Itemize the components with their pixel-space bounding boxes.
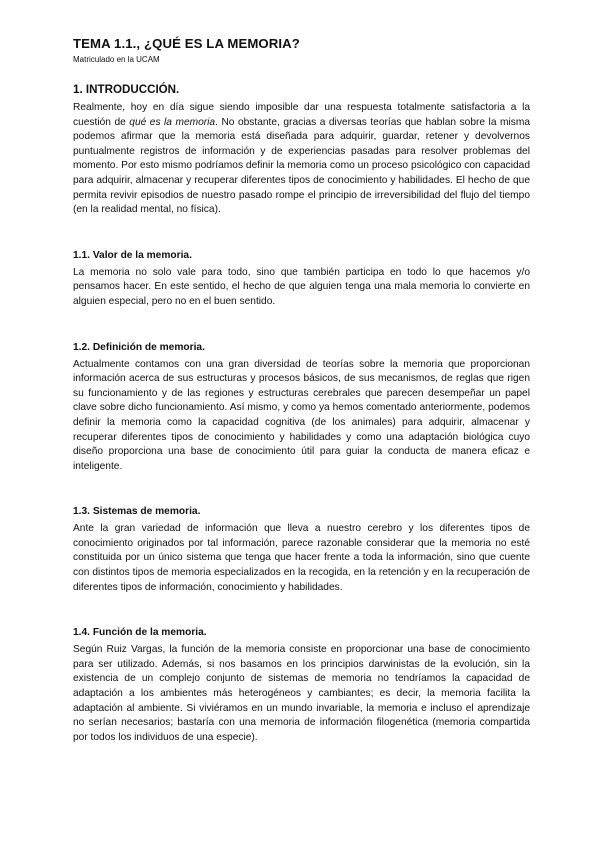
section-paragraph: Actualmente contamos con una gran diversidad de teorías sobre la memoria que proporcionan información acerca de sus estructuras y procesos básicos, de sus mecanismos, de reglas que rigen su funcionamiento y de las regiones y estructuras cerebrales que parecen desempeñar un papel clave sobre dicho funcionamiento. Así mismo, y como ya hemos comentado anteriormente, podemos definir la memoria como la capacidad cognitiva (de los animales) para adquirir, almacenar y recuperar diferentes tipos de conocimiento y habilidades y como una adaptación biológica cuyo diseño proporciona una base de conocimiento útil para guiar la conducta de manera eficaz e inteligente. — [73, 358, 530, 472]
section-heading: 1.3. Sistemas de memoria. — [73, 506, 201, 518]
section-definicion — [73, 341, 530, 475]
section-valor — [73, 249, 530, 310]
intro-text-italic: qué es la memoria — [129, 116, 216, 128]
document-title: TEMA 1.1., ¿QUÉ ES LA MEMORIA? — [73, 36, 300, 51]
section-sistemas — [73, 505, 530, 595]
section-heading: 1.2. Definición de memoria. — [73, 341, 205, 353]
intro-heading: 1. INTRODUCCIÓN. — [73, 83, 180, 96]
intro-paragraph — [73, 101, 530, 218]
document-subtitle: Matriculado en la UCAM — [73, 55, 160, 64]
intro-section — [73, 83, 530, 218]
section-paragraph: Según Ruiz Vargas, la función de la memoria consiste en proporcionar una base de conocimiento para ser utilizado. Además, si nos basamos en los principios darwinistas de la evolución, sin la existencia de un complejo conjunto de sistemas de memoria no tendríamos la capacidad de adaptación a los ambientes más heterogéneos y cambiantes; es decir, la memoria facilita la adaptación al ambiente. Si viviéramos en un mundo invariable, la memoria e incluso el aprendizaje no serían necesarios; bastaría con una memoria de información filogenética (memoria compartida por todos los individuos de una especie). — [73, 644, 530, 743]
section-paragraph: La memoria no solo vale para todo, sino que también participa en todo lo que hacemos y/o pensamos hacer. En este sentido, el hecho de que alguien tenga una mala memoria lo convierte en alguien especial, pero no en el buen sentido. — [73, 266, 530, 307]
section-funcion — [73, 626, 530, 745]
section-paragraph: Ante la gran variedad de información que lleva a nuestro cerebro y los diferentes tipos de conocimiento originados por tal información, parece razonable considerar que la memoria no esté constituida por un único sistema que tenga que hacer frente a toda la información, sino que cuente con distintos tipos de memoria especializados en la recogida, en la retención y en la recuperación de diferentes tipos de información, conocimiento y habilidades. — [73, 523, 530, 593]
intro-text-after: . No obstante, gracias a diversas teorías que hablan sobre la misma podemos afirmar que la memoria está diseñada para adquirir, guardar, retener y devolvernos puntualmente registros de información y de experiencias pasadas para resolver problemas del momento. Por esto mismo podríamos definir la memoria como un proceso psicológico con capacidad para adquirir, almacenar y recuperar diferentes tipos de conocimiento y habilidades. El hecho de que permita revivir episodios de nuestro pasado rompe el principio de irreversibilidad del flujo del tiempo (en la realidad mental, no física). — [73, 116, 530, 216]
section-heading: 1.4. Función de la memoria. — [73, 627, 207, 639]
intro-text-before: Realmente, hoy en día sigue siendo imposible dar una respuesta totalmente satisfactoria a la cuestión de — [73, 102, 530, 128]
section-heading: 1.1. Valor de la memoria. — [73, 249, 192, 261]
